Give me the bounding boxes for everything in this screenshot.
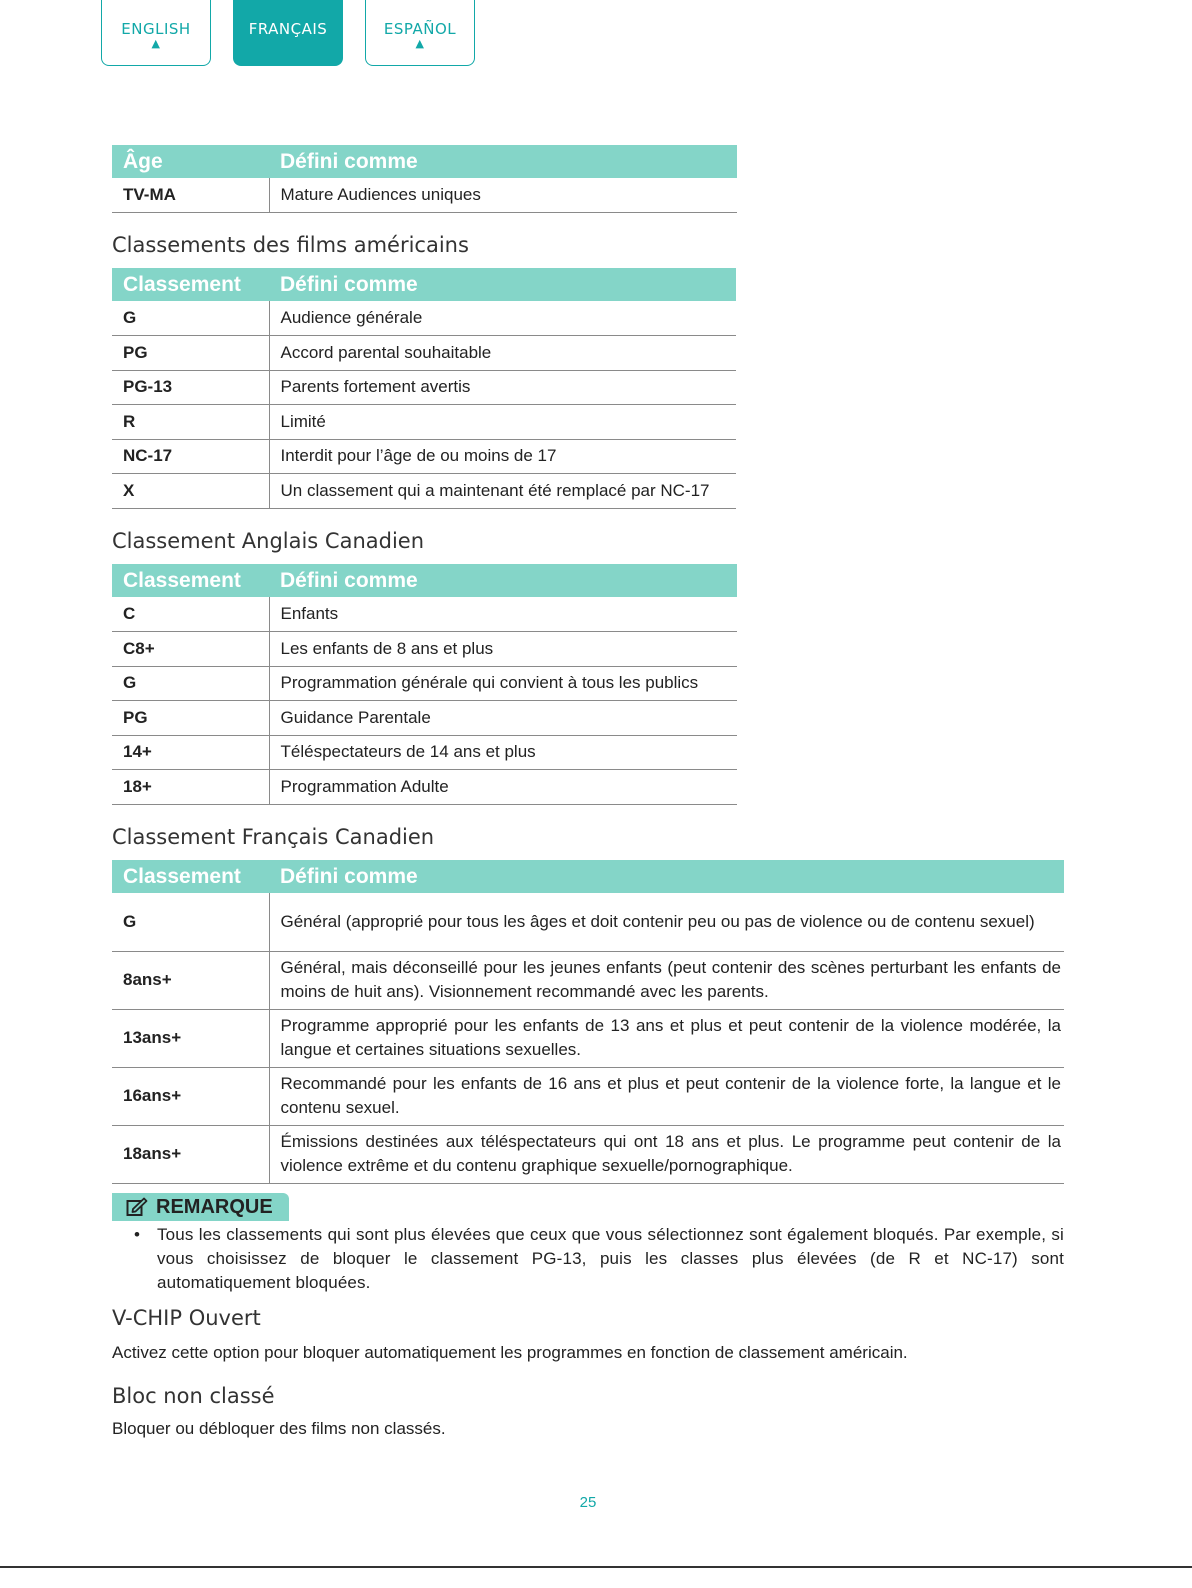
table-row: [112, 370, 736, 405]
table-row: [112, 1067, 1064, 1125]
table-header: Défini comme: [269, 860, 1064, 893]
rating-code: NC-17: [112, 439, 269, 474]
table-row: [112, 666, 737, 701]
rating-code: 18+: [112, 770, 269, 805]
table-row: [112, 597, 737, 632]
tab-espanol[interactable]: [365, 0, 475, 66]
table-row: [112, 951, 1064, 1009]
triangle-up-icon: ▲: [151, 36, 161, 50]
vchip-text: Activez cette option pour bloquer automatiquement les programmes en fonction de classement américain.: [112, 1343, 908, 1362]
table-row: [112, 893, 1064, 951]
tab-english-label: ENGLISH: [121, 19, 191, 38]
tab-english[interactable]: [101, 0, 211, 66]
rating-description: Général, mais déconseillé pour les jeunes enfants (peut contenir des scènes perturbant les enfants de moins de huit ans). Visionnement recommandé avec les parents.: [269, 951, 1064, 1009]
section-title-canadian-french: Classement Français Canadien: [112, 825, 435, 849]
rating-description: Les enfants de 8 ans et plus: [269, 632, 737, 667]
rating-code: C8+: [112, 632, 269, 667]
tab-francais-label: FRANÇAIS: [248, 19, 328, 38]
rating-description: Général (approprié pour tous les âges et doit contenir peu ou pas de violence ou de contenu sexuel): [269, 893, 1064, 951]
unrated-text: Bloquer ou débloquer des films non classés.: [112, 1419, 446, 1438]
table-header: Âge: [112, 145, 269, 178]
section-title-us-movies: Classements des films américains: [112, 233, 469, 257]
rating-description: Recommandé pour les enfants de 16 ans et plus et peut contenir de la violence forte, la langue et le contenu sexuel.: [269, 1067, 1064, 1125]
rating-code: R: [112, 405, 269, 440]
rating-code: 13ans+: [112, 1009, 269, 1067]
vchip-title: V-CHIP Ouvert: [112, 1306, 261, 1330]
rating-code: PG: [112, 701, 269, 736]
rating-code: PG-13: [112, 370, 269, 405]
table-row: [112, 301, 736, 336]
rating-description: Programme approprié pour les enfants de 13 ans et plus et peut contenir de la violence modérée, la langue et certaines situations sexuelles.: [269, 1009, 1064, 1067]
rating-description: Téléspectateurs de 14 ans et plus: [269, 735, 737, 770]
tv-rating-table: [112, 145, 737, 213]
table-header: Défini comme: [269, 564, 737, 597]
note-badge: [112, 1193, 289, 1221]
note-list: [134, 1223, 1064, 1295]
rating-description: Audience générale: [269, 301, 736, 336]
note-edit-icon: [126, 1197, 148, 1217]
table-row: [112, 178, 737, 213]
rating-description: Accord parental souhaitable: [269, 336, 736, 371]
table-row: [112, 1009, 1064, 1067]
table-header: Défini comme: [269, 268, 736, 301]
tab-francais[interactable]: [233, 0, 343, 66]
rating-description: Parents fortement avertis: [269, 370, 736, 405]
table-row: [112, 701, 737, 736]
note-text: Tous les classements qui sont plus élevées que ceux que vous sélectionnez sont également bloqués. Par exemple, si vous choisissez de bloquer le classement PG-13, puis les classes plus élevées (de R et NC-17) sont automatiquement bloquées.: [157, 1225, 1064, 1292]
table-row: [112, 336, 736, 371]
rating-description: Limité: [269, 405, 736, 440]
rating-code: C: [112, 597, 269, 632]
triangle-up-icon: ▲: [415, 36, 425, 50]
table-row: [112, 439, 736, 474]
rating-description: Enfants: [269, 597, 737, 632]
rating-code: G: [112, 666, 269, 701]
rating-code: TV-MA: [112, 178, 269, 213]
rating-code: 8ans+: [112, 951, 269, 1009]
rating-description: Mature Audiences uniques: [269, 178, 737, 213]
rating-description: Interdit pour l’âge de ou moins de 17: [269, 439, 736, 474]
us-movie-rating-table: [112, 268, 736, 509]
rating-code: PG: [112, 336, 269, 371]
note-label: REMARQUE: [156, 1195, 273, 1218]
page-bottom-rule: [0, 1566, 1192, 1568]
rating-description: Programmation générale qui convient à tous les publics: [269, 666, 737, 701]
table-row: [112, 770, 737, 805]
table-row: [112, 1125, 1064, 1183]
table-row: [112, 405, 736, 440]
table-header: Classement: [112, 564, 269, 597]
rating-code: 18ans+: [112, 1125, 269, 1183]
canadian-english-rating-table: [112, 564, 737, 805]
canadian-french-rating-table: [112, 860, 1064, 1184]
rating-code: 14+: [112, 735, 269, 770]
table-row: [112, 632, 737, 667]
tab-espanol-label: ESPAÑOL: [383, 19, 457, 38]
table-row: [112, 735, 737, 770]
unrated-title: Bloc non classé: [112, 1384, 275, 1408]
table-row: [112, 474, 736, 509]
list-item: [134, 1223, 1064, 1295]
rating-description: Guidance Parentale: [269, 701, 737, 736]
table-header: Défini comme: [269, 145, 737, 178]
rating-code: G: [112, 893, 269, 951]
rating-description: Un classement qui a maintenant été remplacé par NC-17: [269, 474, 736, 509]
table-header: Classement: [112, 860, 269, 893]
rating-description: Émissions destinées aux téléspectateurs qui ont 18 ans et plus. Le programme peut contenir de la violence extrême et du contenu graphique sexuelle/pornographique.: [269, 1125, 1064, 1183]
section-title-canadian-english: Classement Anglais Canadien: [112, 529, 425, 553]
language-tabs: [101, 0, 475, 66]
rating-code: G: [112, 301, 269, 336]
table-header: Classement: [112, 268, 269, 301]
bullet: •: [134, 1225, 141, 1244]
rating-description: Programmation Adulte: [269, 770, 737, 805]
page-number: 25: [579, 1494, 597, 1511]
rating-code: X: [112, 474, 269, 509]
rating-code: 16ans+: [112, 1067, 269, 1125]
